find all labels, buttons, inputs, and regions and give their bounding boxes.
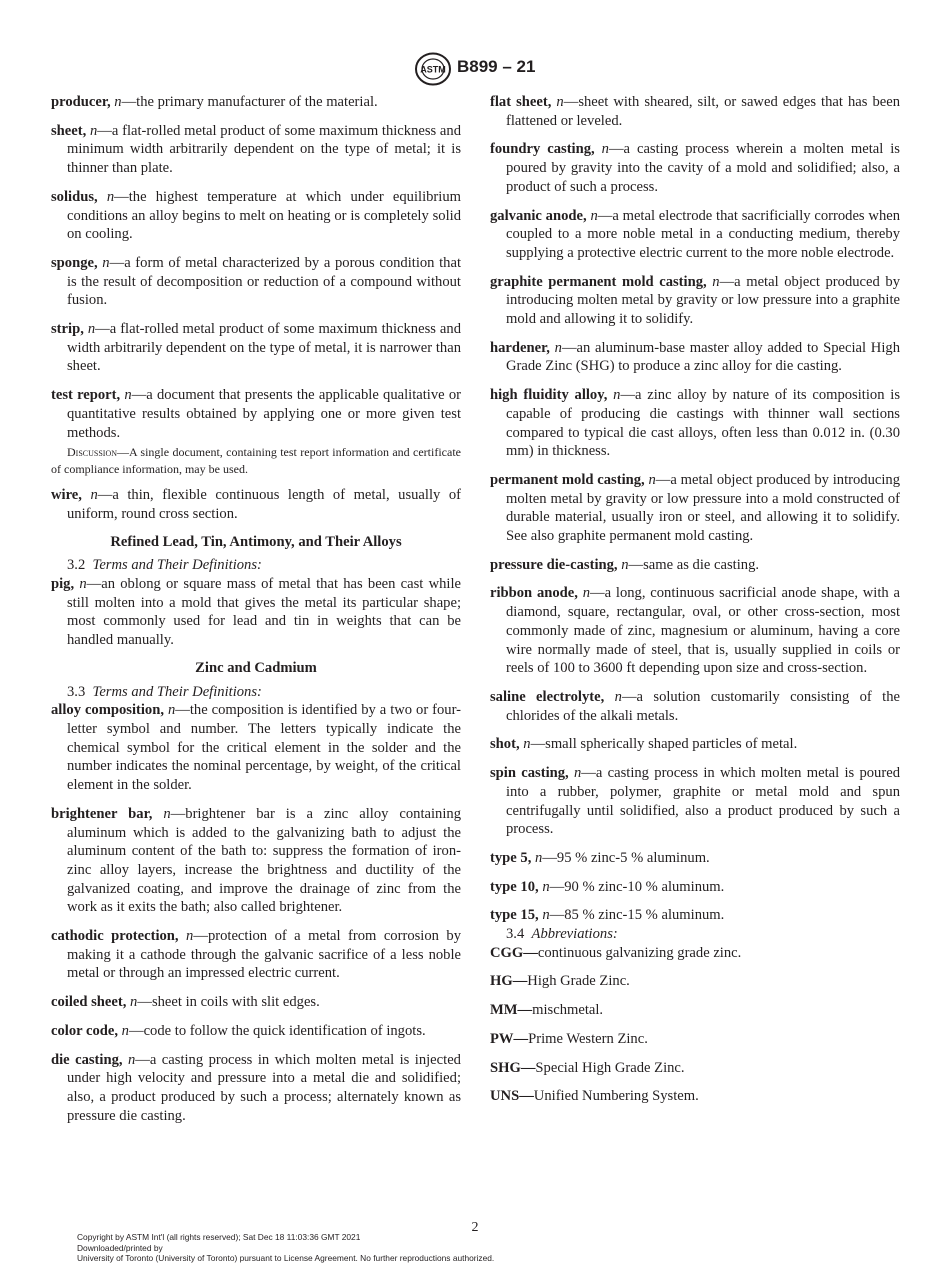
page-header <box>0 52 950 86</box>
definition-entry: pressure die-casting, n—same as die casting. <box>490 556 760 573</box>
copyright-footer <box>77 1232 494 1264</box>
standard-designation: B899 – 21 <box>457 57 536 76</box>
section-number: 3.3 Terms and Their Definitions: <box>67 683 262 700</box>
definition-entry: sheet, n—a flat-rolled metal product of some maximum thickness and minimum width arbitrarily dependent on the type of metal; it is thinner than plate. <box>51 122 461 177</box>
definition-entry: pig, n—an oblong or square mass of metal that has been cast while still molten into a mold that gives the metal its particular shape; most commonly used for lead and tin in weights that can be handled manually. <box>51 576 461 649</box>
definition-entry: foundry casting, n—a casting process wherein a molten metal is poured by gravity into the cavity of a mold and solidified; also, a product of such a process. <box>490 141 900 195</box>
definition-entry: graphite permanent mold casting, n—a metal object produced by introducing molten metal by gravity or low pressure into a graphite mold and allowing it to solidify. <box>490 273 900 328</box>
definition-entry: alloy composition, n—the composition is identified by a two or four-letter symbol and number. The letters typically indicate the chemical symbol for the critical element in the solder and the number indicates the nominal percentage, by weight, of the critical element in the solder. <box>51 702 461 794</box>
definition-entry: test report, n—a document that presents the applicable qualitative or quantitative results obtained by applying one or more given test methods. <box>51 387 461 441</box>
left-column <box>51 93 461 1125</box>
definition-entry: high fluidity alloy, n—a zinc alloy by nature of its composition is capable of producing die castings with thinner wall sections compared to typical die cast alloys, often less than 0.012 in. (0.30 mm) in thickness. <box>490 387 900 460</box>
section-heading: Zinc and Cadmium <box>195 659 317 676</box>
footer-line: University of Toronto (University of Toronto) pursuant to License Agreement. No further reproductions authorized. <box>77 1253 495 1264</box>
definition-entry: permanent mold casting, n—a metal object produced by introducing molten metal by gravity or low pressure into a mold constructed of durable material, usually iron or steel, and allowing it to solidify. See also graphite permanent mold casting. <box>490 471 901 545</box>
page-number: 2 <box>471 1220 479 1235</box>
section-heading: Refined Lead, Tin, Antimony, and Their Alloys <box>110 533 402 550</box>
footer-line: Copyright by ASTM Int'l (all rights reserved); Sat Dec 18 11:03:36 GMT 2021 <box>77 1232 361 1242</box>
definition-entry: galvanic anode, n—a metal electrode that sacrificially corrodes when coupled to a more noble metal in a conducting medium, thereby supplying a protective electric current to the more noble electrode. <box>490 207 901 261</box>
section-number: 3.4 Abbreviations: <box>506 926 618 943</box>
abbreviation-entry: SHG—Special High Grade Zinc. <box>490 1059 685 1076</box>
definition-entry: coiled sheet, n—sheet in coils with slit edges. <box>51 994 320 1011</box>
abbreviation-entry: PW—Prime Western Zinc. <box>490 1030 648 1047</box>
astm-logo-icon <box>414 52 452 86</box>
definition-entry: spin casting, n—a casting process in which molten metal is poured into a rubber, polymer, graphite or metal mold and spun centrifugally until solidified, also a product produced by such a process. <box>490 765 900 838</box>
definition-entry: sponge, n—a form of metal characterized by a porous condition that is the result of decomposition or reduction of a compound without fusion. <box>51 254 461 309</box>
definition-entry: hardener, n—an aluminum-base master alloy added to Special High Grade Zinc (SHG) to produce a zinc alloy for die casting. <box>490 339 900 375</box>
section-number: 3.2 Terms and Their Definitions: <box>67 557 262 574</box>
definition-entry: flat sheet, n—sheet with sheared, silt, or sawed edges that has been flattened or leveled. <box>490 94 901 129</box>
right-column <box>490 93 900 1106</box>
footer-line: Downloaded/printed by <box>77 1242 163 1253</box>
definition-entry: type 15, n—85 % zinc-15 % aluminum. <box>490 907 725 924</box>
definition-entry: color code, n—code to follow the quick identification of ingots. <box>51 1022 426 1039</box>
definition-entry: producer, n—the primary manufacturer of the material. <box>51 94 378 110</box>
definition-entry: strip, n—a flat-rolled metal product of some maximum thickness and width arbitrarily dependent on the type of metal, it is narrower than sheet. <box>51 321 461 375</box>
definition-entry: saline electrolyte, n—a solution customarily consisting of the chlorides of the alkali metals. <box>490 688 900 724</box>
definition-entry: ribbon anode, n—a long, continuous sacrificial anode shape, with a diamond, square, rectangular, oval, or other cross-section, most commonly made of zinc, magnesium or aluminum, having a core wire normally made of steel, that is, usually supplied in coils or reels of 100 to 3600 ft depending upon size and cross-section. <box>490 585 900 677</box>
definition-entry: die casting, n—a casting process in which molten metal is injected under high velocity and pressure into a metal die and solidified; also, a product produced by such a process; alternately known as pressure die casting. <box>51 1051 461 1124</box>
logo-text: ASTM <box>420 64 446 75</box>
discussion-note: Discussion—A single document, containing test report information and certificate of compliance information, may be used. <box>51 445 461 476</box>
definition-entry: wire, n—a thin, flexible continuous length of metal, usually of uniform, round cross section. <box>51 487 461 522</box>
abbreviation-entry: HG—High Grade Zinc. <box>490 973 630 990</box>
definition-entry: solidus, n—the highest temperature at which under equilibrium conditions an alloy begins to melt on heating or is completely solid on cooling. <box>51 188 461 243</box>
abbreviation-entry: MM—mischmetal. <box>490 1002 604 1019</box>
abbreviation-entry: UNS—Unified Numbering System. <box>490 1088 699 1105</box>
abbreviation-entry: CGG—continuous galvanizing grade zinc. <box>490 944 742 961</box>
definition-entry: brightener bar, n—brightener bar is a zinc alloy containing aluminum which is added to the galvanizing bath to adjust the aluminum content of the bath to: suppress the formation of iron-zinc alloy layers, increase the brightness and ductility of the galvanized coating, and improve the drainage of zinc from the work as it exits the bath; also called brightener. <box>51 805 461 916</box>
definition-entry: type 5, n—95 % zinc-5 % aluminum. <box>490 849 710 866</box>
definition-entry: type 10, n—90 % zinc-10 % aluminum. <box>490 878 725 895</box>
definition-entry: shot, n—small spherically shaped particles of metal. <box>490 736 798 753</box>
definition-entry: cathodic protection, n—protection of a metal from corrosion by making it a cathode through the galvanic sacrifice of a less noble metal or through an impressed electric current. <box>51 928 461 982</box>
